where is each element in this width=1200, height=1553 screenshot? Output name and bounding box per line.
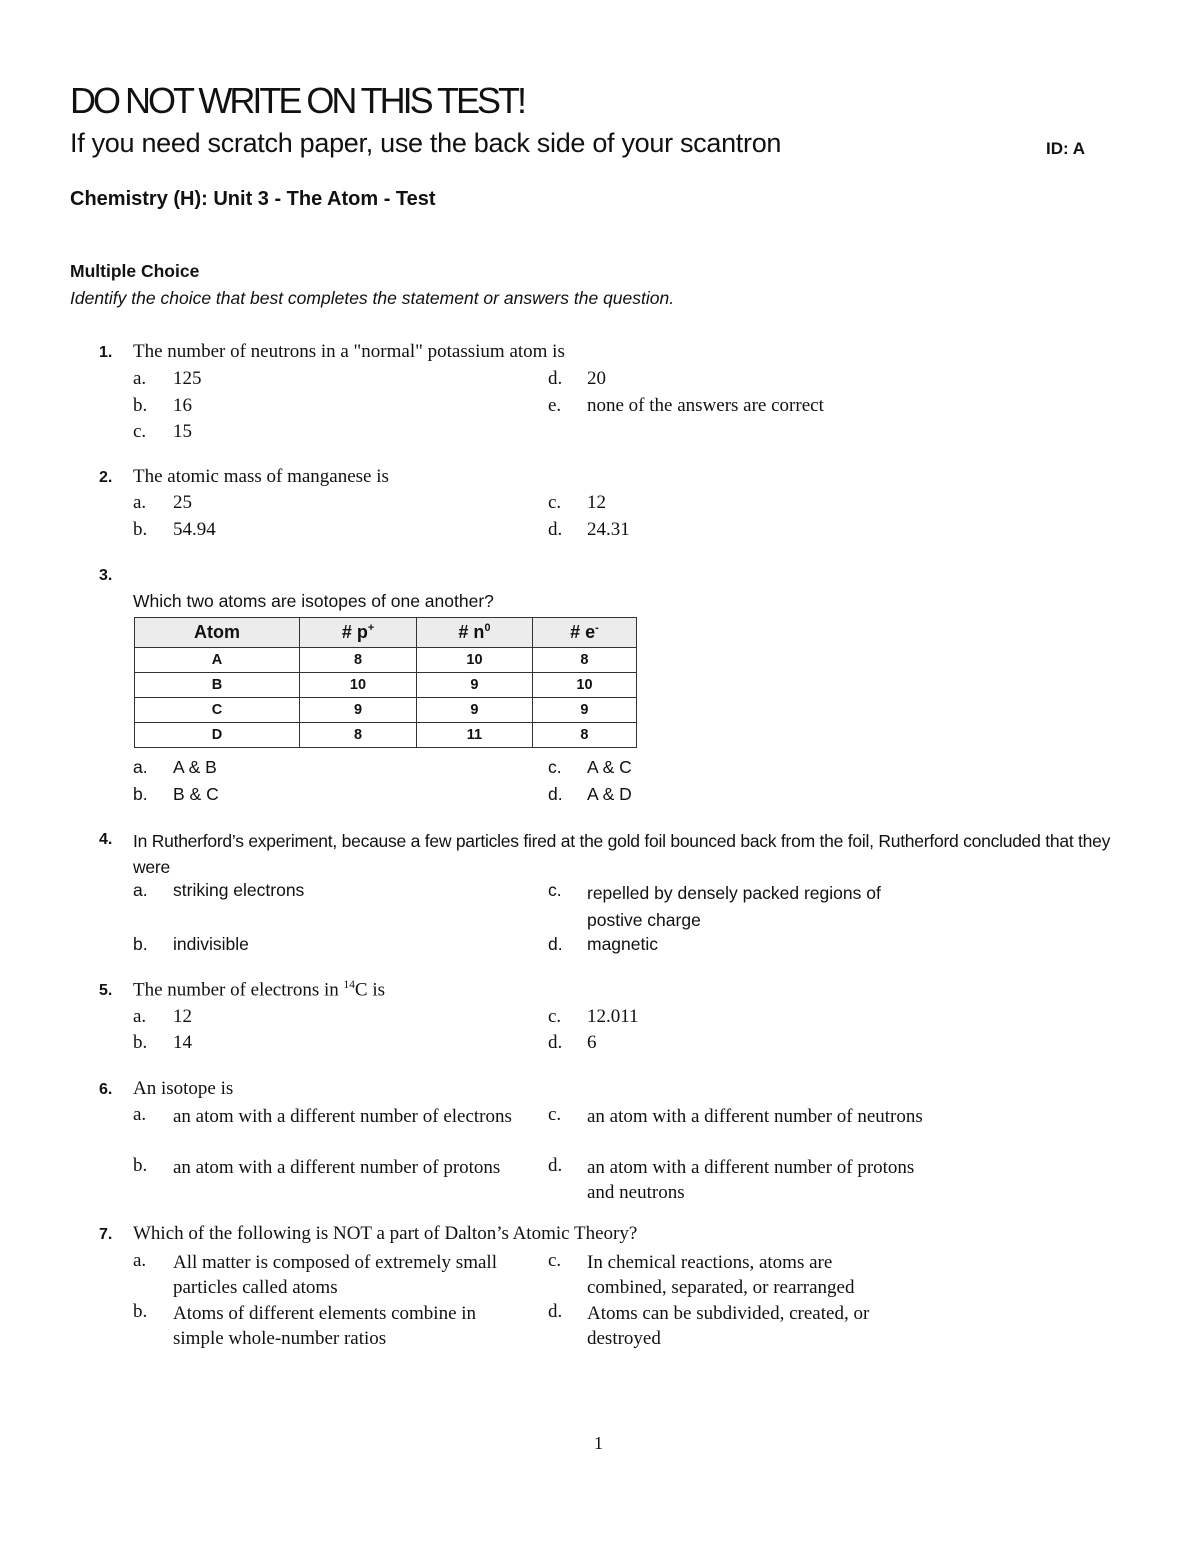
question-number: 3. — [99, 567, 113, 584]
option-letter: b. — [133, 784, 148, 804]
option-letter: a. — [133, 1250, 147, 1271]
option-text: 6 — [587, 1032, 597, 1053]
test-title: Chemistry (H): Unit 3 - The Atom - Test — [70, 188, 436, 210]
option-letter: a. — [133, 757, 148, 777]
table-cell: 8 — [532, 723, 636, 748]
option-letter: d. — [548, 934, 563, 954]
option-letter: b. — [133, 395, 148, 416]
table-cell: 10 — [416, 648, 532, 673]
option-letter: c. — [548, 880, 562, 900]
option-letter: d. — [548, 1155, 563, 1176]
option-text: 14 — [173, 1032, 192, 1053]
page-number: 1 — [594, 1433, 603, 1453]
option-letter: a. — [133, 880, 148, 900]
option-letter: d. — [548, 519, 563, 540]
table-cell: D — [135, 723, 300, 748]
table-cell: 8 — [299, 723, 416, 748]
table-cell: 8 — [532, 648, 636, 673]
option-text: 15 — [173, 421, 192, 442]
column-header: # e- — [532, 618, 636, 648]
table-row — [135, 698, 637, 723]
question-number: 4. — [99, 831, 113, 848]
option-letter: e. — [548, 395, 562, 416]
option-letter: b. — [133, 519, 148, 540]
table-cell: 9 — [299, 698, 416, 723]
question-number: 1. — [99, 344, 113, 361]
question-stem: The number of electrons in $^{14}$C is — [133, 979, 386, 1001]
question-number: 7. — [99, 1226, 113, 1243]
option-letter: c. — [548, 492, 562, 513]
atom-table — [134, 617, 637, 748]
option-letter: d. — [548, 1301, 563, 1322]
option-letter: b. — [133, 1301, 148, 1322]
option-text: In chemical reactions, atoms are combined, separated, or rearranged — [587, 1252, 855, 1298]
table-row — [135, 648, 637, 673]
option-text: Atoms of different elements combine in simple whole-number ratios — [173, 1303, 477, 1349]
option-letter: c. — [133, 421, 147, 442]
warning-heading: DO NOT WRITE ON THIS TEST! — [70, 80, 525, 121]
option-letter: d. — [548, 784, 563, 804]
option-text: A & B — [173, 757, 217, 777]
option-letter: a. — [133, 1006, 147, 1027]
option-text: A & C — [587, 757, 632, 777]
option-letter: a. — [133, 1104, 147, 1125]
option-text: 12 — [173, 1006, 192, 1027]
table-cell: A — [135, 648, 300, 673]
table-cell: B — [135, 673, 300, 698]
table-cell: 11 — [416, 723, 532, 748]
option-text: 16 — [173, 395, 192, 416]
option-letter: c. — [548, 1006, 562, 1027]
column-header: # p+ — [299, 618, 416, 648]
table-cell: C — [135, 698, 300, 723]
question-stem: Which two atoms are isotopes of one another? — [133, 591, 494, 611]
option-text: magnetic — [587, 934, 659, 954]
option-text: 12 — [587, 492, 606, 513]
option-text: 25 — [173, 492, 192, 513]
option-letter: b. — [133, 934, 148, 954]
option-text: an atom with a different number of electrons — [173, 1106, 512, 1127]
question-stem: Which of the following is NOT a part of Dalton’s Atomic Theory? — [133, 1223, 638, 1244]
option-letter: d. — [548, 368, 563, 389]
column-header: # $n^0$ — [416, 618, 532, 648]
option-text: 12.011 — [587, 1006, 639, 1027]
option-text: none of the answers are correct — [587, 395, 824, 416]
table-row — [135, 723, 637, 748]
table-cell: 9 — [416, 698, 532, 723]
option-text: repelled by densely packed regions of postive charge — [587, 883, 881, 930]
option-letter: d. — [548, 1032, 563, 1053]
option-letter: b. — [133, 1155, 148, 1176]
question-number: 6. — [99, 1081, 113, 1098]
option-letter: a. — [133, 492, 147, 513]
option-letter: c. — [548, 1250, 562, 1271]
question-stem: An isotope is — [133, 1078, 234, 1099]
option-text: an atom with a different number of protons — [173, 1157, 501, 1178]
option-text: All matter is composed of extremely small particles called atoms — [173, 1252, 497, 1298]
section-heading: Multiple Choice — [70, 261, 200, 281]
column-header: Atom — [135, 618, 300, 648]
option-letter: c. — [548, 757, 562, 777]
option-text: 20 — [587, 368, 606, 389]
option-text: 125 — [173, 368, 202, 389]
table-header-row — [135, 618, 637, 648]
option-text: A & D — [587, 784, 632, 804]
option-text: B & C — [173, 784, 219, 804]
section-instructions: Identify the choice that best completes the statement or answers the question. — [70, 288, 675, 308]
option-text: 24.31 — [587, 519, 630, 540]
option-text: indivisible — [173, 934, 249, 954]
question-number: 5. — [99, 982, 113, 999]
question-stem: In Rutherford’s experiment, because a few particles fired at the gold foil bounced back from the foil, Rutherford concluded that they were — [133, 831, 1111, 877]
table-row — [135, 673, 637, 698]
option-text: an atom with a different number of protons and neutrons — [587, 1157, 915, 1203]
question-stem: The atomic mass of manganese is — [133, 466, 389, 487]
option-letter: a. — [133, 368, 147, 389]
option-letter: b. — [133, 1032, 148, 1053]
option-text: 54.94 — [173, 519, 216, 540]
table-cell: 10 — [532, 673, 636, 698]
table-cell: 9 — [532, 698, 636, 723]
question-stem: The number of neutrons in a "normal" potassium atom is — [133, 341, 565, 362]
option-text: Atoms can be subdivided, created, or destroyed — [587, 1303, 870, 1349]
test-id-label: ID: A — [1046, 139, 1086, 158]
question-number: 2. — [99, 469, 113, 486]
option-text: striking electrons — [173, 880, 305, 900]
option-letter: c. — [548, 1104, 562, 1125]
scratch-paper-note: If you need scratch paper, use the back side of your scantron — [70, 128, 782, 158]
table-cell: 9 — [416, 673, 532, 698]
option-text: an atom with a different number of neutrons — [587, 1106, 923, 1127]
table-cell: 10 — [299, 673, 416, 698]
table-cell: 8 — [299, 648, 416, 673]
